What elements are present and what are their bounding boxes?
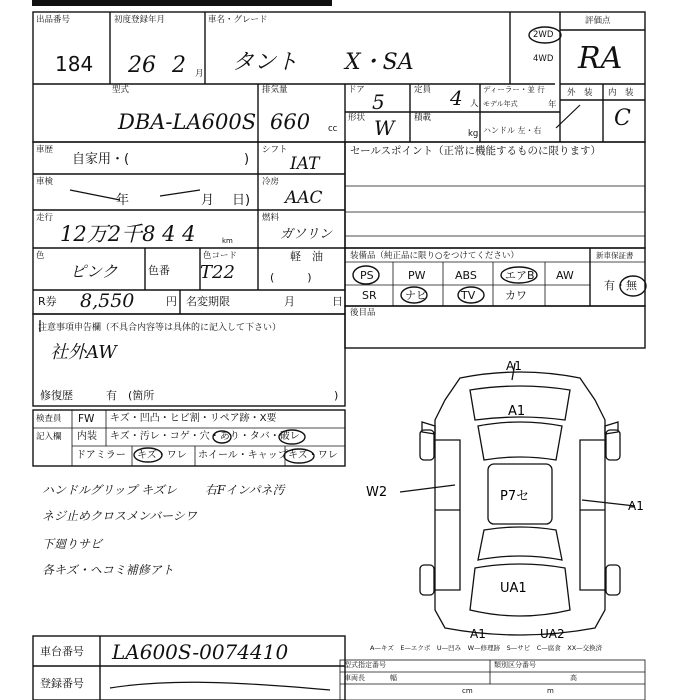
recycle-unit: 円 (166, 295, 177, 308)
rear-seat-label: 後目品 (350, 308, 376, 318)
repair-value: 有 (箇所 (106, 389, 155, 402)
fuel-diesel: 軽 油 (290, 250, 323, 263)
color-label: 色 (36, 251, 45, 261)
car-diagram (366, 359, 644, 650)
shape: W (374, 116, 395, 140)
reg-month: 2 (172, 53, 186, 78)
mark-roof: P7セ (500, 489, 530, 504)
model: DBA-LA600S (118, 110, 257, 134)
usage-label: 車歴 (36, 145, 54, 155)
mileage-value: 12万2千8 4 4 (60, 222, 196, 246)
equip-airbag: エアB (505, 269, 535, 282)
check-row1: キズ・凹凸・ヒビ割・リペア跡・X要 (110, 413, 277, 424)
score-label: 評価点 (585, 16, 611, 26)
color-num-label: 色番 (148, 264, 170, 277)
car-length-label: 車両長 (344, 674, 365, 682)
equipment-label: 装備品（純正品に限り○をつけてください） (350, 251, 519, 261)
entry-label: 記入欄 (36, 432, 62, 442)
lot-label: 出品番号 (36, 15, 71, 25)
handle-label: ハンドル 左・右 (483, 126, 542, 135)
color-value: ピンク (70, 262, 118, 281)
year-unit: 年 (548, 100, 557, 110)
mark-rear-right: UA2 (540, 627, 565, 641)
drive-2wd: 2WD (533, 30, 554, 40)
check-mirror: ドアミラー (76, 450, 126, 461)
damage-legend: A—キズ E—エクボ U—凹み W—修理跡 S—サビ C—腐食 XX—交換済 (370, 644, 603, 652)
sales-point-label: セールスポイント（正常に機能するものに限ります） (350, 145, 602, 157)
notes-label: 注意事項申告欄（不具合内容等は具体的に記入して下さい） (38, 323, 282, 333)
inspection-label: 車検 (36, 177, 54, 187)
notes-value: 社外AW (50, 342, 117, 363)
recycle-label: R券 (38, 295, 57, 308)
mark-front: A1 (506, 359, 522, 373)
name-change-month: 月 (284, 295, 295, 308)
mark-rear-left: A1 (470, 627, 486, 641)
color-code-label: 色コード (203, 251, 238, 261)
chassis-label: 車台番号 (40, 645, 84, 658)
shift-label: シフト (262, 145, 288, 155)
cc-value: 660 (270, 110, 311, 134)
fuel-value: ガソリン (280, 227, 333, 242)
check-wheel-items: キズ・ワレ (288, 450, 338, 461)
year-label: モデル年式 (483, 100, 518, 108)
check-interior: 内装 (77, 431, 97, 442)
ac-value: AAC (285, 188, 323, 208)
check-row2: キズ・汚レ・コゲ・穴・あり・タバ・破レ (110, 431, 300, 442)
load-label: 積載 (414, 113, 432, 123)
inspector-label: 検査員 (36, 414, 62, 424)
usage-close: ) (244, 152, 250, 167)
inspection-day: 日) (232, 193, 251, 208)
dealer-label: ディーラー・並 行 (483, 85, 545, 94)
remark-right: 右Fインパネ汚 (205, 483, 285, 497)
reg-year: 26 (128, 53, 156, 78)
check-fw: FW (78, 413, 95, 425)
int-label: 内 装 (608, 88, 634, 98)
lot-number: 184 (55, 52, 94, 76)
equip-abs: ABS (455, 269, 477, 282)
new-warranty-label: 新車保証書 (596, 251, 634, 260)
car-name: タント (232, 50, 299, 75)
reg-label: 初度登録年月 (114, 15, 166, 25)
cm-label: cm (462, 687, 473, 695)
check-mirror-items: キズ・ワレ (137, 450, 187, 461)
cap-label: 定員 (414, 85, 432, 95)
equip-aw: AW (556, 269, 574, 282)
fuel-label: 燃料 (262, 213, 280, 223)
usage-value: 自家用・( (72, 152, 130, 167)
model-label: 型式 (112, 85, 130, 95)
mileage-unit: km (222, 237, 233, 245)
ext-label: 外 装 (567, 88, 593, 98)
new-warranty-value: 有・無 (604, 279, 637, 292)
load-unit: kg (468, 129, 479, 139)
repair-close: ) (334, 389, 339, 402)
mark-tailgate: UA1 (500, 581, 527, 596)
check-wheel: ホイール・キャップ (198, 450, 288, 461)
shift-value: IAT (290, 154, 320, 174)
color-code: T22 (200, 262, 235, 283)
width-label: 幅 (390, 674, 397, 682)
recycle-value: 8,550 (80, 290, 135, 312)
equip-tv: TV (461, 289, 476, 302)
cc-unit: cc (328, 124, 338, 134)
m-label: m (547, 687, 554, 695)
registration-label: 登録番号 (40, 677, 84, 690)
remark-3: 下廻りサビ (42, 537, 103, 551)
grade: X・SA (345, 50, 414, 75)
reg-month-unit: 月 (195, 69, 204, 79)
mileage-label: 走行 (36, 213, 54, 223)
height-label: 高 (570, 674, 577, 682)
cap-unit: 人 (470, 99, 479, 109)
mark-right: A1 (628, 499, 644, 513)
ac-label: 冷房 (262, 177, 280, 187)
shape-label: 形状 (348, 113, 366, 123)
remark-1: ハンドルグリップ キズレ (42, 483, 177, 497)
door-label: ドア (348, 85, 365, 95)
int-grade: C (614, 106, 631, 131)
equip-navi: ナビ (405, 289, 427, 302)
capacity: 4 (450, 86, 463, 110)
mark-left: W2 (366, 485, 388, 500)
score: RA (578, 41, 623, 76)
fuel-paren: ( ) (270, 271, 312, 284)
remark-2: ネジ止めクロスメンバーシワ (42, 509, 197, 523)
doors: 5 (372, 90, 385, 114)
name-change-label: 名変期限 (186, 295, 230, 308)
equip-leather: カワ (505, 289, 527, 302)
model-cert-label: 型式指定番号 (344, 661, 386, 669)
equip-ps: PS (360, 269, 374, 282)
chassis-value: LA600S-0074410 (112, 640, 289, 664)
name-label: 車名・グレード (208, 15, 268, 25)
cc-label: 排気量 (262, 85, 288, 95)
mark-hood: A1 (508, 404, 526, 419)
equip-sr: SR (362, 289, 377, 302)
name-change-day: 日 (332, 295, 343, 308)
inspection-year: 年 (116, 193, 130, 208)
class-no-label: 類別区分番号 (494, 661, 536, 669)
remark-4: 各キズ・ヘコミ補修アト (42, 563, 174, 577)
repair-label: 修復歴 (40, 389, 73, 402)
equip-pw: PW (408, 269, 426, 282)
drive-4wd: 4WD (533, 54, 554, 64)
inspection-month: 月 (201, 193, 215, 208)
